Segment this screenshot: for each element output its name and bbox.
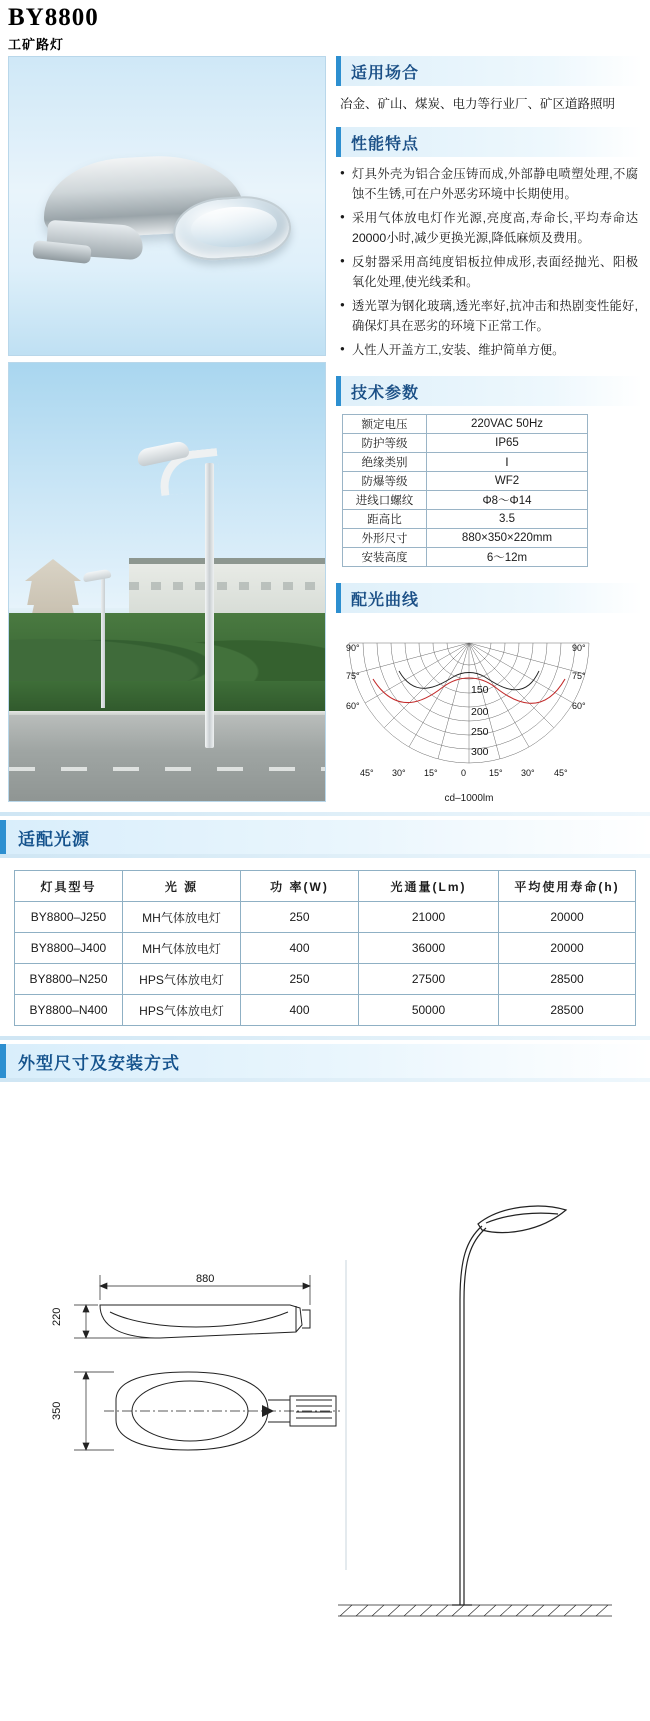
cell-source: HPS气体放电灯 <box>123 964 241 995</box>
list-item: ● 灯具外壳为铝合金压铸而成,外部静电喷塑处理,不腐蚀不生锈,可在户外恶劣环境中长期使用。 <box>340 165 638 205</box>
section-header-features <box>336 127 642 157</box>
svg-text:45°: 45° <box>554 768 568 779</box>
cell-lumen: 50000 <box>359 995 499 1026</box>
road <box>9 715 325 802</box>
cell-source: MH气体放电灯 <box>123 933 241 964</box>
svg-text:75°: 75° <box>572 671 586 682</box>
column-header: 灯具型号 <box>15 871 123 902</box>
spec-key: 距高比 <box>343 510 427 529</box>
cell-model: BY8800–N400 <box>15 995 123 1026</box>
table-row <box>343 529 588 548</box>
cell-power: 400 <box>241 995 359 1026</box>
page-title: BY8800 <box>8 4 99 31</box>
section-title-tech: 技术参数 <box>351 384 420 402</box>
table-row <box>343 434 588 453</box>
light-source-table <box>14 870 636 1026</box>
spec-value: 880×350×220mm <box>427 529 588 548</box>
cell-source: MH气体放电灯 <box>123 902 241 933</box>
cell-lumen: 27500 <box>359 964 499 995</box>
list-item: ● 人性人开盖方工,安装、维护简单方便。 <box>340 341 638 361</box>
svg-text:15°: 15° <box>489 768 503 779</box>
svg-text:30°: 30° <box>392 768 406 779</box>
section-title-application: 适用场合 <box>351 64 420 82</box>
polar-diagram-svg <box>344 621 594 789</box>
cell-power: 250 <box>241 964 359 995</box>
list-item: ● 反射器采用高纯度铝板拉伸成形,表面经抛光、阳极氧化处理,使光线柔和。 <box>340 253 638 293</box>
table-row <box>343 453 588 472</box>
spec-key: 防爆等级 <box>343 472 427 491</box>
svg-text:30°: 30° <box>521 768 535 779</box>
section-header-dimensions <box>0 1044 650 1078</box>
divider-bottom <box>0 854 650 858</box>
svg-text:250: 250 <box>471 726 489 739</box>
application-text: 冶金、矿山、煤炭、电力等行业厂、矿区道路照明 <box>340 97 616 111</box>
svg-text:200: 200 <box>471 706 489 719</box>
svg-text:45°: 45° <box>360 768 374 779</box>
drawings-svg <box>0 1100 650 1716</box>
spec-value: IP65 <box>427 434 588 453</box>
cell-life: 28500 <box>499 995 636 1026</box>
product-photo <box>8 56 326 356</box>
divider-top <box>0 812 650 816</box>
list-item: ● 采用气体放电灯作光源,亮度高,寿命长,平均寿命达20000小时,减少更换光源,降低麻烦及费用。 <box>340 209 638 249</box>
section-header-tech <box>336 376 642 406</box>
document-header <box>8 4 328 53</box>
divider-dim-bottom <box>0 1078 650 1082</box>
cell-model: BY8800–J400 <box>15 933 123 964</box>
column-header: 光 源 <box>123 871 241 902</box>
table-row <box>15 964 636 995</box>
cell-life: 20000 <box>499 902 636 933</box>
cell-power: 250 <box>241 902 359 933</box>
table-row <box>343 548 588 567</box>
spec-key: 防护等级 <box>343 434 427 453</box>
spec-key: 外形尺寸 <box>343 529 427 548</box>
svg-text:75°: 75° <box>346 671 360 682</box>
table-row <box>15 933 636 964</box>
section-header-photometric <box>336 583 642 613</box>
spec-key: 进线口螺纹 <box>343 491 427 510</box>
cell-life: 20000 <box>499 933 636 964</box>
svg-text:60°: 60° <box>346 701 360 712</box>
svg-text:0: 0 <box>461 768 467 779</box>
dim-width-label: 350 <box>51 1401 63 1420</box>
section-title-dimensions: 外型尺寸及安装方式 <box>18 1053 180 1073</box>
table-row <box>343 472 588 491</box>
spec-value: 6～12m <box>427 548 588 567</box>
table-row <box>343 510 588 529</box>
spec-value: Φ8～Φ14 <box>427 491 588 510</box>
spec-key: 额定电压 <box>343 415 427 434</box>
dim-length-label: 880 <box>196 1273 215 1285</box>
column-header: 光通量(Lm) <box>359 871 499 902</box>
section-title-photometric: 配光曲线 <box>351 591 420 609</box>
svg-text:150: 150 <box>471 684 489 697</box>
section-title-light-source: 适配光源 <box>18 829 90 849</box>
feature-list <box>336 165 642 360</box>
spec-key: 安装高度 <box>343 548 427 567</box>
svg-text:90°: 90° <box>346 643 360 654</box>
dim-height-label: 220 <box>51 1307 63 1326</box>
svg-text:300: 300 <box>471 746 489 759</box>
cell-model: BY8800–N250 <box>15 964 123 995</box>
cell-power: 400 <box>241 933 359 964</box>
table-row <box>15 902 636 933</box>
column-header: 平均使用寿命(h) <box>499 871 636 902</box>
photometric-caption: cd–1000lm <box>444 793 494 805</box>
street-light-pole <box>205 463 214 748</box>
svg-text:90°: 90° <box>572 643 586 654</box>
spec-key: 绝缘类别 <box>343 453 427 472</box>
cell-lumen: 36000 <box>359 933 499 964</box>
column-header: 功 率(W) <box>241 871 359 902</box>
cell-model: BY8800–J250 <box>15 902 123 933</box>
spec-value: 3.5 <box>427 510 588 529</box>
svg-text:60°: 60° <box>572 701 586 712</box>
cell-source: HPS气体放电灯 <box>123 995 241 1026</box>
svg-text:15°: 15° <box>424 768 438 779</box>
section-title-features: 性能特点 <box>351 135 420 153</box>
cell-life: 28500 <box>499 964 636 995</box>
spec-value: WF2 <box>427 472 588 491</box>
tech-spec-table <box>342 414 588 567</box>
divider-dim-top <box>0 1036 650 1040</box>
spec-value: Ⅰ <box>427 453 588 472</box>
list-item: ● 透光罩为钢化玻璃,透光率好,抗冲击和热剧变性能好,确保灯具在恶劣的环境下正常工作。 <box>340 297 638 337</box>
table-row <box>15 995 636 1026</box>
section-header-application <box>336 56 642 86</box>
section-header-light-source <box>0 820 650 854</box>
cell-lumen: 21000 <box>359 902 499 933</box>
page-subtitle: 工矿路灯 <box>8 36 65 52</box>
right-column <box>336 56 642 804</box>
background-pole <box>101 578 105 708</box>
installation-photo <box>8 362 326 802</box>
table-row <box>343 491 588 510</box>
table-row <box>343 415 588 434</box>
luminaire-illustration <box>33 127 303 317</box>
spec-value: 220VAC 50Hz <box>427 415 588 434</box>
dimension-drawings <box>0 1100 650 1716</box>
lane-marking <box>9 767 325 771</box>
table-header-row <box>15 871 636 902</box>
photometric-curve-chart <box>344 621 594 791</box>
